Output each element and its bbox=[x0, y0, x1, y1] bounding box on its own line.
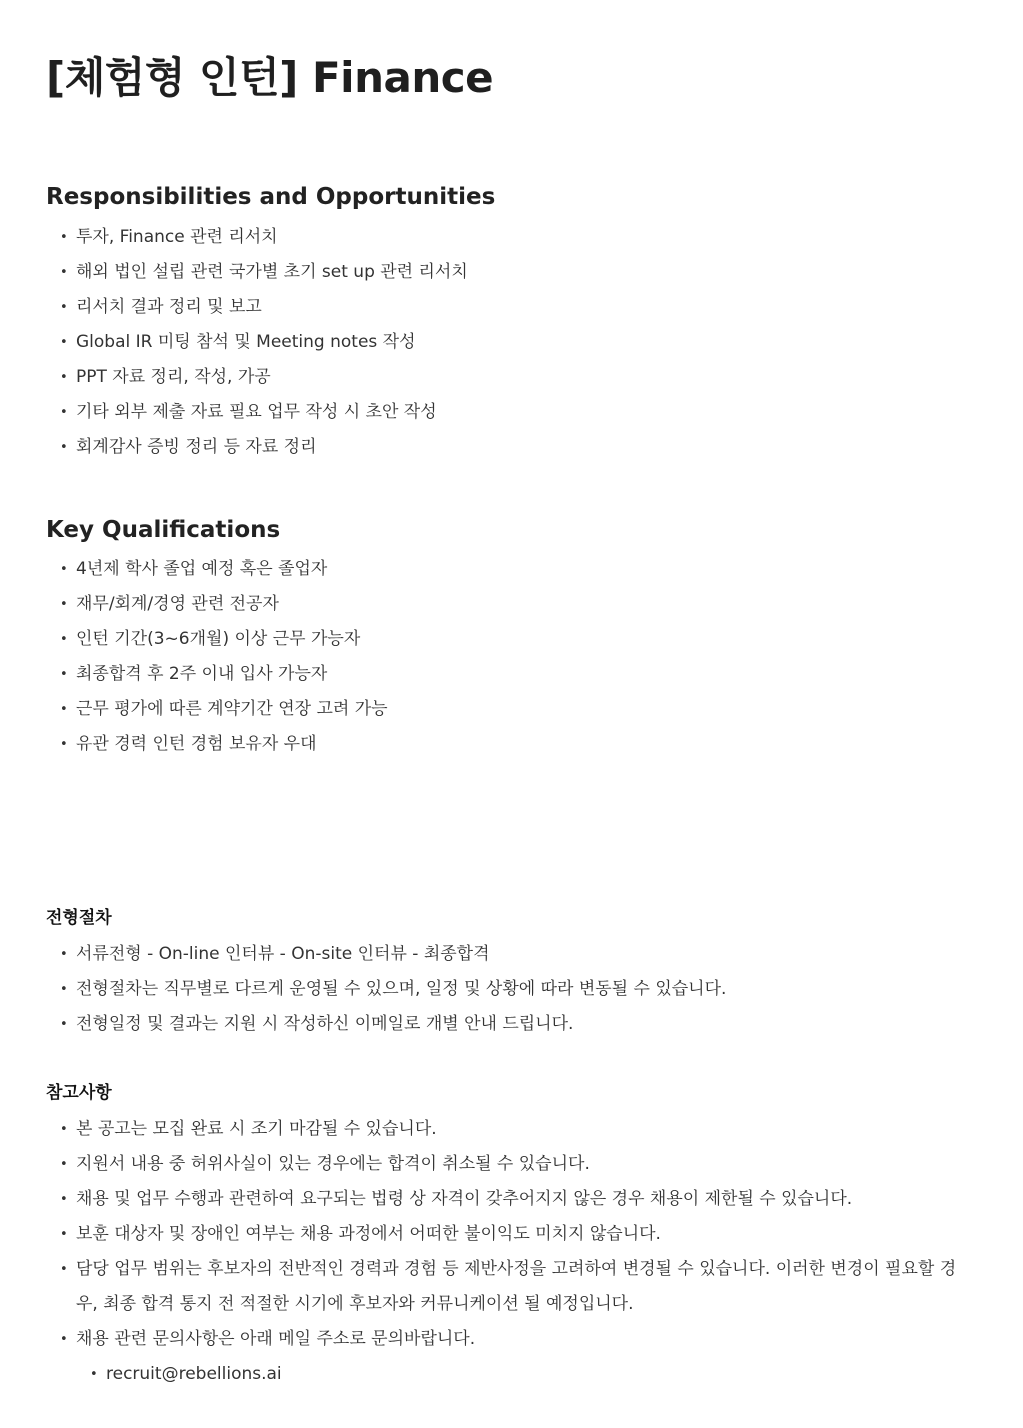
email-sublist bbox=[76, 1357, 976, 1392]
page-title: [체험형 인턴] Finance bbox=[46, 53, 494, 102]
list-item bbox=[60, 1322, 976, 1392]
responsibilities-heading: Responsibilities and Opportunities bbox=[46, 184, 496, 210]
list-item: • 유관 경력 인턴 경험 보유자 우대 bbox=[60, 727, 388, 762]
process-list bbox=[60, 937, 726, 1042]
list-item: • 채용 및 업무 수행과 관련하여 요구되는 법령 상 자격이 갖추어지지 않은 경우 채용이 제한될 수 있습니다. bbox=[60, 1182, 976, 1217]
list-item: • 담당 업무 범위는 후보자의 전반적인 경력과 경험 등 제반사정을 고려하여 변경될 수 있습니다. 이러한 변경이 필요할 경우, 최종 합격 통지 전 적절한 시기에 후보자와 커뮤니케이션 될 예정입니다. bbox=[60, 1252, 976, 1322]
list-item: • 서류전형 - On-line 인터뷰 - On-site 인터뷰 - 최종합격 bbox=[60, 937, 726, 972]
list-item: • 최종합격 후 2주 이내 입사 가능자 bbox=[60, 657, 388, 692]
notes-heading: 참고사항 bbox=[46, 1083, 112, 1103]
list-item: • 회계감사 증빙 정리 등 자료 정리 bbox=[60, 430, 468, 465]
list-item: • PPT 자료 정리, 작성, 가공 bbox=[60, 360, 468, 395]
contact-email: • recruit@rebellions.ai bbox=[90, 1357, 976, 1392]
list-item: • 해외 법인 설립 관련 국가별 초기 set up 관련 리서치 bbox=[60, 255, 468, 290]
list-item: • 보훈 대상자 및 장애인 여부는 채용 과정에서 어떠한 불이익도 미치지 않습니다. bbox=[60, 1217, 976, 1252]
list-item: • 인턴 기간(3~6개월) 이상 근무 가능자 bbox=[60, 622, 388, 657]
list-item: • Global IR 미팅 참석 및 Meeting notes 작성 bbox=[60, 325, 468, 360]
list-item: • 재무/회계/경영 관련 전공자 bbox=[60, 587, 388, 622]
notes-list bbox=[60, 1112, 976, 1392]
responsibilities-list bbox=[60, 220, 468, 465]
qualifications-list bbox=[60, 552, 388, 762]
list-item: • 근무 평가에 따른 계약기간 연장 고려 가능 bbox=[60, 692, 388, 727]
list-item-text: 채용 관련 문의사항은 아래 메일 주소로 문의바랍니다. bbox=[76, 1329, 476, 1349]
list-item: • 투자, Finance 관련 리서치 bbox=[60, 220, 468, 255]
qualifications-heading: Key Qualifications bbox=[46, 517, 281, 543]
list-item: • 전형절차는 직무별로 다르게 운영될 수 있으며, 일정 및 상황에 따라 변동될 수 있습니다. bbox=[60, 972, 726, 1007]
list-item: • 4년제 학사 졸업 예정 혹은 졸업자 bbox=[60, 552, 388, 587]
list-item: • 지원서 내용 중 허위사실이 있는 경우에는 합격이 취소될 수 있습니다. bbox=[60, 1147, 976, 1182]
list-item: • 본 공고는 모집 완료 시 조기 마감될 수 있습니다. bbox=[60, 1112, 976, 1147]
process-heading: 전형절차 bbox=[46, 908, 112, 928]
list-item: • 기타 외부 제출 자료 필요 업무 작성 시 초안 작성 bbox=[60, 395, 468, 430]
list-item: • 리서치 결과 정리 및 보고 bbox=[60, 290, 468, 325]
list-item: • 전형일정 및 결과는 지원 시 작성하신 이메일로 개별 안내 드립니다. bbox=[60, 1007, 726, 1042]
